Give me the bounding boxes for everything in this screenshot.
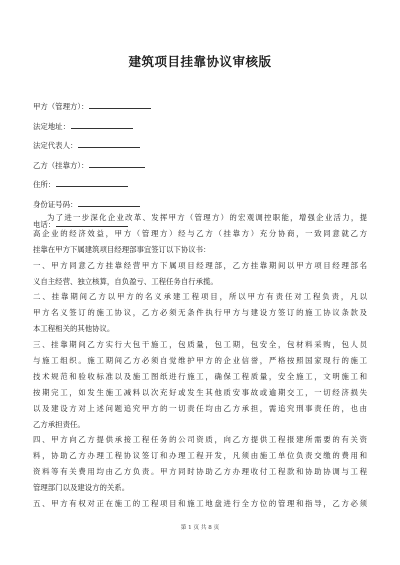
body-line: 四、甲方向乙方提供承接工程任务的公司资质，向乙方提供工程报建所需要的有关资	[33, 435, 367, 445]
body-line: 以及建设方对上述问题追究甲方的一切责任均由乙方承担，需追究刑事责任的，也由	[33, 403, 367, 413]
field-label: 甲方（管理方）：	[33, 102, 89, 111]
page-footer: 第 1 页 共 8 页	[180, 525, 220, 531]
field-label: 乙方（挂靠方）：	[33, 160, 89, 170]
body-line: 与施工组织。施工期间乙方必须自觉维护甲方的企业信誉，严格按照国家现行的施工	[33, 356, 367, 366]
field-blank	[78, 136, 140, 148]
body-line: 五、甲方有权对正在施工的工程项目和施工地盘进行全方位的管理和指导，乙方必须	[33, 499, 367, 509]
field-blank	[78, 195, 140, 207]
body-line: 二、挂靠期间乙方以甲方的名义承建工程项目，所以甲方有责任对工程负责，凡以	[33, 292, 367, 302]
body-line: 义自主经营、独立核算，自负盈亏、工程任务自行承揽。	[33, 276, 218, 286]
party-field	[33, 156, 151, 176]
field-blank	[71, 117, 133, 129]
field-label: 电话：	[33, 219, 56, 229]
document-body	[33, 210, 367, 512]
body-line: 管理部门以及建设方的关系。	[33, 483, 130, 493]
field-label: 住所：	[33, 180, 56, 190]
field-label: 法定代表人：	[33, 141, 78, 151]
body-line: 料，协助乙方办理工程协议签订和办理工程开发，凡须由施工单位负责交缴的费用和	[33, 451, 367, 461]
body-line: 甲方名义签订的施工协议，乙方必须无条件执行甲方与建设方签订的施工协议条款及	[33, 308, 367, 318]
field-label: 身份证号码：	[33, 199, 78, 209]
party-field	[33, 136, 151, 156]
party-field	[33, 175, 151, 195]
party-field	[33, 97, 151, 117]
body-line: 本工程相关的其他协议。	[33, 324, 115, 334]
field-blank	[89, 156, 145, 168]
body-line: 为了进一步深化企业改革、发挥甲方（管理方）的宏观调控职能，增强企业活力，提	[47, 213, 367, 222]
body-line: 技术规范和验收标准以及施工图纸进行施工，确保工程质量，安全施工，文明施工和	[33, 371, 367, 381]
body-line: 挂靠在甲方下属建筑项目经理部事宜签订以下协议书：	[33, 244, 211, 254]
body-line: 高企业的经济效益，甲方（管理方）经与乙方（挂靠方）充分协商，一致同意就乙方	[33, 228, 367, 238]
party-field	[33, 117, 151, 137]
body-line: 三、挂靠期间乙方实行大包干施工，包质量，包工期，包安全，包材料采购，包人员	[33, 340, 367, 350]
field-blank	[56, 175, 128, 187]
body-line: 资料等有关费用均由乙方负责。甲方同时协助乙方办理收付工程款和协助协调与工程	[33, 467, 367, 477]
body-line: 按期完工，如发生施工减料以次充好或发生其他质安事故或逾期交工，一切经济损失	[33, 387, 367, 397]
body-line: 一、甲方同意乙方挂靠经营甲方下属项目经理部，乙方挂靠期间以甲方项目经理部名	[33, 260, 367, 270]
field-blank	[89, 97, 151, 109]
body-line: 乙方承担责任。	[33, 419, 85, 429]
document-title: 建筑项目挂靠协议审核版	[128, 54, 272, 69]
field-label: 法定地址：	[33, 121, 70, 131]
